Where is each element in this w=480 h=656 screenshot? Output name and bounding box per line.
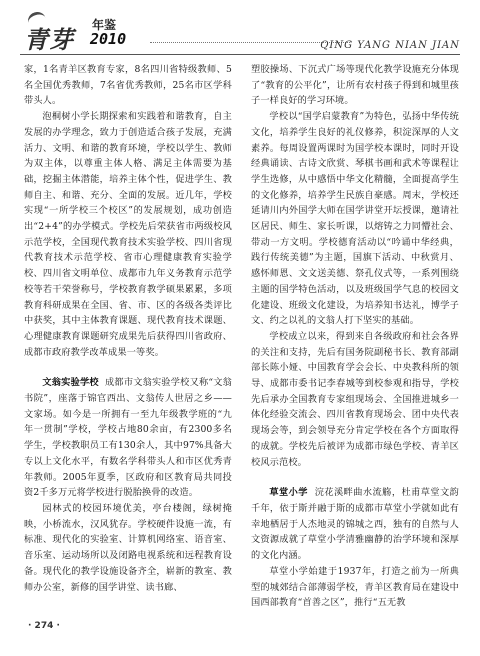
left-text-column <box>24 62 232 595</box>
school-section-wenweng <box>24 375 232 501</box>
logo-year: 2010 <box>90 30 127 48</box>
paragraph: 园林式的校园环境优美，亭台楼阁，绿树掩映，小桥流水，汉风犹存。学校硬件设施一流，有标准、现代化的实验室、计算机网络室、语音室、音乐室、运动场所以及闭路电视系统和远程教育设备。现代化的教学设施设备齐全，崭新的教室、教师办公室，新修的国学讲堂、读书廊、 <box>24 502 232 593</box>
header-divider <box>20 54 460 55</box>
paragraph: 塑胶操场、下沉式广场等现代化教学设施充分体现了“教育的公平化”，让所有农村孩子得到和城里孩子一样良好的学习环境。 <box>251 64 459 107</box>
logo-label: 年鉴 <box>92 18 117 32</box>
paragraph: 学校以“国学启蒙教育”为特色，弘扬中华传统文化，培养学生良好的礼仪修养，积淀深厚的人文素养。每周设置两课时为国学校本课时，同时开设经典诵读、古诗文欣赏、琴棋书画和武术等课程让学生选修，从中感悟中华文化精髓，全面提高学生的文化修养，培养学生民族自豪感。周末，学校还延请川内外国学大师在国学讲堂开坛授课，邀请社区居民、师生、家长听课，以熔铸之力同懵社会、带动一方文明。学校德育活动以“吟诵中华经典，践行传统美德”为主题，国旗下活动、中秋赏月、感怀师恩、文文送美德、祭孔仪式等，一系列围绕主题的国学特色活动，以及班级国学气息的校园文化建设、班级文化建设，为培养知书达礼，博学子文、约之以礼的文翁人打下坚实的基础。 <box>251 111 459 327</box>
paragraph: 泡桐树小学长期探索和实践着和谐教育，自主发展的办学理念，致力于创造适合孩子发展，充满活力、文明、和谐的教育环境，学校以学生、教师为双主体，以尊重主体人格、满足主体需要为基础，挖掘主体潜能，培养主体个性，促进学生、教师自主、和谐、充分、全面的发展。近几年，学校实现“一所学校三个校区”的发展规划，成功创造出“2+4”的办学模式。学校先后荣获省市两级校风示范学校，全国现代教育技术实验学校、四川省现代教育技术示范学校、省市心理健康教育实验学校、四川省文明单位、成都市九年义务教育示范学校等若干荣誉称号，学校教育教学硕果累累，多项教育科研成果在全国、省、市、区的各级各类评比中获奖，其中主体教育课题、现代教育技术课题、心理健康教育课题研究成果先后获得四川省政府、成都市政府教学改革成果一等奖。 <box>24 111 232 358</box>
right-text-column <box>251 62 459 611</box>
paragraph-text: 浣花溪畔曲水流觞，杜甫草堂文韵千年，依于斯并融于斯的成都市草堂小学就如此有幸地栖居于人杰地灵的锦城之西，独有的自然与人文资源成就了草堂小学清雅幽静的治学环境和深厚的文化内涵。 <box>251 487 459 562</box>
logo-title: 青芽 <box>24 25 74 54</box>
page-number: · 274 · <box>28 621 60 631</box>
paragraph: 家，1名青羊区教育专家，8名四川省特级教师、5名全国优秀教师，7名省优秀教师，25名市区学科带头人。 <box>24 64 232 107</box>
school-name-heading: 文翁实验学校 <box>42 377 99 389</box>
school-section-caotang <box>251 485 459 564</box>
paragraph: 草堂小学始建于1937年，打造之前为一所典型的城郊结合部薄弱学校，青羊区教育局在建设中国西部教育“首善之区”，推行“五无教 <box>251 565 459 609</box>
school-name-heading: 草堂小学 <box>269 487 308 499</box>
paragraph-text: 成都市文翁实验学校又称“文翁书院”，座落于锦官西出、文翁传人世居之乡——文家场。如今是一所拥有一至九年级教学班的“九年一贯制”学校，学校占地80余亩，有2300多名学生，学校教职员工有130余人，其中97%具备大专以上文化水平，有数名学科带头人和市区优秀青年教师。2005年夏季，区政府和区教育局共同投资2千多万元将学校进行脱胎换骨的改造。 <box>24 377 233 499</box>
yearbook-logo <box>20 10 170 56</box>
page-header <box>20 10 460 58</box>
header-pinyin-title: QING YANG NIAN JIAN <box>320 40 460 51</box>
paragraph: 学校成立以来，得到来自各级政府和社会各界的关注和支持，先后有国务院副秘书长、教育部副部长陈小娅、中国教育学会会长、中央教科所的领导、成都市委书记李春城等到校参观和指导，学校先后承办全国教育专家组现场会、全国推进城乡一体化经验交流会、四川省教育现场会、团中央代表现场会等，到会领导充分肯定学校在各个方面取得的成就。学校先后被评为成都市绿色学校、青羊区校风示范校。 <box>251 330 459 468</box>
